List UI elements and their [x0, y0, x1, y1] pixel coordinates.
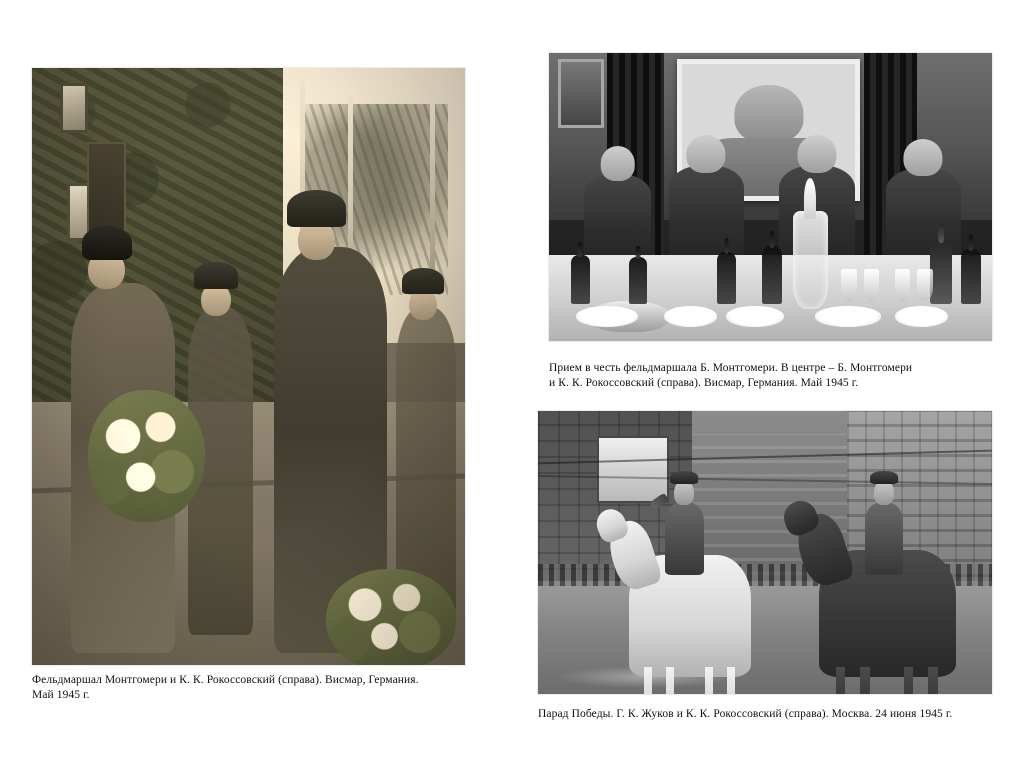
horse-leg	[727, 667, 736, 694]
caption-top-right-photo	[549, 361, 989, 390]
photo-scene	[549, 53, 992, 341]
photo-victory-parade	[538, 411, 992, 694]
photo-scene	[538, 411, 992, 694]
plate	[726, 306, 784, 326]
head	[797, 135, 836, 173]
photo-vignette	[32, 68, 465, 665]
wine-glass	[841, 269, 857, 301]
caption-line: и К. К. Рокоссовский (справа). Висмар, Германия. Май 1945 г.	[549, 376, 859, 389]
plate	[576, 306, 638, 326]
wine-glass	[917, 269, 933, 301]
crystal-decanter	[793, 211, 828, 309]
bottle	[629, 257, 648, 303]
head	[687, 135, 726, 173]
horse-leg	[644, 667, 653, 694]
bottle	[961, 249, 981, 304]
side-wall-portrait	[558, 59, 604, 128]
caption-line: Прием в честь фельдмаршала Б. Монтгомери. В центре – Б. Монтгомери	[549, 362, 913, 374]
head	[904, 139, 943, 176]
horse-leg	[860, 667, 870, 694]
caption-left-photo	[32, 673, 452, 702]
photo-banquet-reception	[549, 53, 992, 341]
caption-bottom-right-photo	[538, 707, 998, 722]
seated-officer-montgomery	[669, 165, 744, 260]
rider-rokossovsky	[865, 502, 904, 576]
head	[600, 146, 635, 181]
bottle	[762, 246, 782, 304]
horse-leg	[928, 667, 938, 694]
wine-glass	[864, 269, 880, 301]
bottle	[571, 255, 590, 304]
plate	[815, 306, 881, 326]
plate	[895, 306, 948, 326]
bottle	[930, 240, 952, 303]
horse-leg	[836, 667, 846, 694]
rider-zhukov	[665, 502, 704, 576]
seated-officer	[584, 174, 650, 260]
caption-line: Май 1945 г.	[32, 688, 90, 701]
street-banner	[597, 436, 669, 502]
portrait-face	[734, 85, 803, 143]
plate	[664, 306, 717, 326]
peaked-cap	[671, 471, 699, 484]
horse-leg	[705, 667, 714, 694]
horse-leg	[666, 667, 675, 694]
horse-leg	[904, 667, 914, 694]
peaked-cap	[870, 471, 898, 484]
wine-glass	[895, 269, 911, 301]
caption-line: Фельдмаршал Монтгомери и К. К. Рокоссовский (справа). Висмар, Германия.	[32, 674, 419, 686]
caption-line: Парад Победы. Г. К. Жуков и К. К. Рокоссовский (справа). Москва. 24 июня 1945 г.	[538, 708, 953, 720]
bottle	[717, 252, 736, 304]
photo-scene	[32, 68, 465, 665]
photo-montgomery-rokossovsky	[32, 68, 465, 665]
